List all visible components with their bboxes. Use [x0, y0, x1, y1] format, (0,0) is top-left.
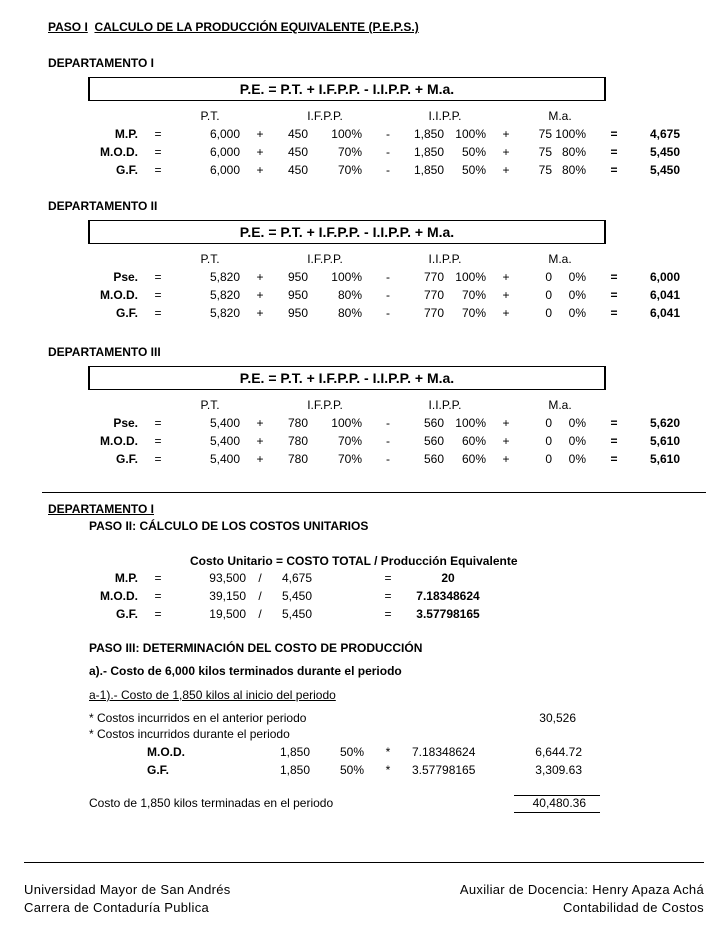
section-divider — [42, 492, 706, 493]
value-ma-pct: 0% — [568, 452, 586, 466]
total-cost-value: 40,480.36 — [532, 796, 586, 810]
value-ifpp: 780 — [288, 434, 309, 448]
equals-sign: = — [610, 306, 618, 320]
equals-sign: = — [384, 607, 392, 621]
unit-cost-value: 20 — [441, 571, 455, 585]
value-ma-pct: 0% — [568, 306, 586, 320]
equivalent-production-result: 5,620 — [649, 416, 680, 430]
plus-sign: + — [256, 434, 264, 448]
equivalent-production-result: 5,450 — [649, 163, 680, 177]
unit-cost-value: 3.57798165 — [416, 607, 480, 621]
value-ma: 75 — [538, 127, 552, 141]
paso1-heading — [48, 20, 419, 34]
cost-item-unit: 7.18348624 — [412, 745, 476, 759]
value-ifpp: 450 — [288, 127, 309, 141]
unit-cost-value: 7.18348624 — [416, 589, 480, 603]
cost-item-qty: 1,850 — [279, 763, 310, 777]
plus-sign: + — [256, 145, 264, 159]
value-iipp: 560 — [423, 416, 444, 430]
equals-sign: = — [610, 434, 618, 448]
value-ifpp: 780 — [288, 416, 309, 430]
value-ifpp: 450 — [288, 163, 309, 177]
footer-university: Universidad Mayor de San Andrés — [24, 882, 231, 897]
equivalent-production-result: 6,041 — [649, 288, 680, 302]
value-pt: 5,820 — [209, 270, 240, 284]
section-a-title: a).- Costo de 6,000 kilos terminados durante el periodo — [89, 664, 402, 678]
value-iipp-pct: 70% — [461, 288, 486, 302]
plus-sign: + — [256, 127, 264, 141]
department-title: DEPARTAMENTO II — [48, 199, 158, 213]
current-period-costs-label: * Costos incurridos durante el periodo — [89, 727, 290, 741]
multiply-sign: * — [385, 763, 391, 777]
plus-sign: + — [502, 452, 510, 466]
plus-sign: + — [256, 163, 264, 177]
total-cost: 93,500 — [209, 571, 246, 585]
paso2-title: PASO II: CÁLCULO DE LOS COSTOS UNITARIOS — [89, 519, 369, 533]
equals-sign: = — [154, 306, 162, 320]
plus-sign: + — [256, 288, 264, 302]
cost-item-unit: 3.57798165 — [412, 763, 476, 777]
value-ma: 0 — [545, 306, 552, 320]
value-ifpp-pct: 100% — [331, 270, 362, 284]
paso1-label: PASO I — [48, 20, 88, 34]
value-ma: 0 — [545, 288, 552, 302]
header-iipp: I.I.P.P. — [428, 109, 462, 123]
equivalent-production: 5,450 — [282, 589, 313, 603]
division-sign: / — [258, 571, 262, 585]
footer-rule — [24, 862, 704, 863]
cost-item-qty: 1,850 — [279, 745, 310, 759]
header-ifpp: I.F.P.P. — [307, 398, 343, 412]
equals-sign: = — [154, 571, 162, 585]
value-iipp-pct: 100% — [455, 127, 486, 141]
plus-sign: + — [256, 452, 264, 466]
total-cost: 19,500 — [209, 607, 246, 621]
value-pt: 5,400 — [209, 416, 240, 430]
equals-sign: = — [154, 270, 162, 284]
value-ifpp: 950 — [288, 306, 309, 320]
equals-sign: = — [384, 589, 392, 603]
plus-sign: + — [502, 434, 510, 448]
header-ifpp: I.F.P.P. — [307, 109, 343, 123]
value-ifpp-pct: 100% — [331, 127, 362, 141]
equals-sign: = — [154, 434, 162, 448]
prior-period-costs-label: * Costos incurridos en el anterior periodo — [89, 711, 307, 725]
value-iipp-pct: 60% — [461, 452, 486, 466]
value-ifpp-pct: 70% — [337, 452, 362, 466]
multiply-sign: * — [385, 745, 391, 759]
value-ifpp: 450 — [288, 145, 309, 159]
row-label: M.O.D. — [100, 288, 138, 302]
equivalent-production: 5,450 — [282, 607, 313, 621]
minus-sign: - — [386, 452, 390, 466]
value-ma-pct: 80% — [561, 145, 586, 159]
minus-sign: - — [386, 434, 390, 448]
value-iipp-pct: 100% — [455, 270, 486, 284]
value-ma: 0 — [545, 416, 552, 430]
plus-sign: + — [502, 288, 510, 302]
value-pt: 6,000 — [209, 127, 240, 141]
row-label: G.F. — [115, 306, 138, 320]
row-label: M.O.D. — [100, 145, 138, 159]
equals-sign: = — [154, 127, 162, 141]
header-ma: M.a. — [548, 109, 572, 123]
footer-career: Carrera de Contaduría Publica — [24, 900, 210, 915]
header-pt: P.T. — [200, 252, 220, 266]
value-ma-pct: 0% — [568, 434, 586, 448]
value-pt: 6,000 — [209, 163, 240, 177]
value-iipp: 560 — [423, 434, 444, 448]
value-pt: 5,400 — [209, 434, 240, 448]
value-iipp-pct: 100% — [455, 416, 486, 430]
unit-row-label: M.O.D. — [100, 589, 138, 603]
total-cost: 39,150 — [209, 589, 246, 603]
cost-item-pct: 50% — [339, 763, 364, 777]
equals-sign: = — [610, 270, 618, 284]
value-pt: 5,400 — [209, 452, 240, 466]
value-ma-pct: 80% — [561, 163, 586, 177]
equivalent-production-result: 6,000 — [649, 270, 680, 284]
value-ma: 75 — [538, 163, 552, 177]
equivalent-production-result: 5,610 — [649, 452, 680, 466]
value-ifpp-pct: 70% — [337, 163, 362, 177]
total-cost-label: Costo de 1,850 kilos terminadas en el periodo — [89, 796, 334, 810]
equals-sign: = — [154, 163, 162, 177]
plus-sign: + — [502, 127, 510, 141]
equals-sign: = — [154, 607, 162, 621]
department-title: DEPARTAMENTO III — [48, 345, 161, 359]
equals-sign: = — [610, 288, 618, 302]
row-label: M.P. — [114, 127, 138, 141]
section2-dept-title: DEPARTAMENTO I — [48, 502, 155, 516]
value-ifpp: 950 — [288, 270, 309, 284]
equals-sign: = — [610, 163, 618, 177]
value-ma: 0 — [545, 270, 552, 284]
value-iipp: 770 — [423, 306, 444, 320]
plus-sign: + — [256, 270, 264, 284]
value-iipp: 560 — [423, 452, 444, 466]
cost-item-pct: 50% — [339, 745, 364, 759]
equals-sign: = — [154, 589, 162, 603]
minus-sign: - — [386, 416, 390, 430]
unit-row-label: M.P. — [114, 571, 138, 585]
equivalent-production-result: 5,450 — [649, 145, 680, 159]
cost-item-label: G.F. — [147, 763, 170, 777]
header-pt: P.T. — [200, 109, 220, 123]
value-pt: 6,000 — [209, 145, 240, 159]
value-iipp-pct: 50% — [461, 145, 486, 159]
equals-sign: = — [154, 288, 162, 302]
department-title: DEPARTAMENTO I — [48, 56, 155, 70]
cost-item-value: 6,644.72 — [535, 745, 582, 759]
header-ma: M.a. — [548, 252, 572, 266]
plus-sign: + — [502, 306, 510, 320]
value-ifpp-pct: 80% — [337, 306, 362, 320]
row-label: Pse. — [113, 416, 138, 430]
value-iipp-pct: 50% — [461, 163, 486, 177]
value-iipp: 770 — [423, 270, 444, 284]
equivalent-production-formula: P.E. = P.T. + I.F.P.P. - I.I.P.P. + M.a. — [88, 366, 606, 390]
plus-sign: + — [502, 145, 510, 159]
value-ma-pct: 0% — [568, 416, 586, 430]
equals-sign: = — [154, 145, 162, 159]
minus-sign: - — [386, 270, 390, 284]
division-sign: / — [258, 589, 262, 603]
prior-period-costs-value: 30,526 — [539, 711, 576, 725]
cost-item-value: 3,309.63 — [535, 763, 582, 777]
value-ma-pct: 100% — [555, 127, 586, 141]
value-iipp: 1,850 — [413, 127, 444, 141]
value-ifpp: 780 — [288, 452, 309, 466]
equals-sign: = — [610, 416, 618, 430]
equals-sign: = — [384, 571, 392, 585]
value-iipp-pct: 60% — [461, 434, 486, 448]
equals-sign: = — [154, 416, 162, 430]
value-ifpp-pct: 70% — [337, 145, 362, 159]
header-ifpp: I.F.P.P. — [307, 252, 343, 266]
value-ma: 0 — [545, 452, 552, 466]
value-ifpp-pct: 100% — [331, 416, 362, 430]
unit-cost-formula: Costo Unitario = COSTO TOTAL / Producción Equivalente — [190, 554, 518, 568]
total-bottom-rule — [514, 812, 600, 813]
value-ma-pct: 0% — [568, 288, 586, 302]
row-label: G.F. — [115, 163, 138, 177]
value-iipp: 1,850 — [413, 163, 444, 177]
row-label: G.F. — [115, 452, 138, 466]
value-iipp-pct: 70% — [461, 306, 486, 320]
header-ma: M.a. — [548, 398, 572, 412]
value-ma: 75 — [538, 145, 552, 159]
value-pt: 5,820 — [209, 306, 240, 320]
section-a1-title: a-1).- Costo de 1,850 kilos al inicio del periodo — [89, 688, 336, 702]
footer-instructor: Auxiliar de Docencia: Henry Apaza Achá — [459, 882, 704, 897]
minus-sign: - — [386, 145, 390, 159]
equals-sign: = — [154, 452, 162, 466]
row-label: Pse. — [113, 270, 138, 284]
paso3-title: PASO III: DETERMINACIÓN DEL COSTO DE PRODUCCIÓN — [89, 641, 423, 655]
value-ifpp-pct: 80% — [337, 288, 362, 302]
header-iipp: I.I.P.P. — [428, 252, 462, 266]
equivalent-production-result: 4,675 — [649, 127, 680, 141]
division-sign: / — [258, 607, 262, 621]
header-iipp: I.I.P.P. — [428, 398, 462, 412]
value-ifpp: 950 — [288, 288, 309, 302]
equivalent-production-formula: P.E. = P.T. + I.F.P.P. - I.I.P.P. + M.a. — [88, 220, 606, 244]
equals-sign: = — [610, 127, 618, 141]
plus-sign: + — [502, 163, 510, 177]
cost-item-label: M.O.D. — [147, 745, 185, 759]
header-pt: P.T. — [200, 398, 220, 412]
equivalent-production-result: 5,610 — [649, 434, 680, 448]
equivalent-production-result: 6,041 — [649, 306, 680, 320]
equals-sign: = — [610, 145, 618, 159]
plus-sign: + — [256, 416, 264, 430]
equivalent-production: 4,675 — [282, 571, 313, 585]
plus-sign: + — [502, 270, 510, 284]
row-label: M.O.D. — [100, 434, 138, 448]
footer-subject: Contabilidad de Costos — [562, 900, 704, 915]
value-iipp: 770 — [423, 288, 444, 302]
plus-sign: + — [256, 306, 264, 320]
value-iipp: 1,850 — [413, 145, 444, 159]
minus-sign: - — [386, 163, 390, 177]
value-ma-pct: 0% — [568, 270, 586, 284]
unit-row-label: G.F. — [115, 607, 138, 621]
minus-sign: - — [386, 127, 390, 141]
equals-sign: = — [610, 452, 618, 466]
minus-sign: - — [386, 306, 390, 320]
plus-sign: + — [502, 416, 510, 430]
value-pt: 5,820 — [209, 288, 240, 302]
minus-sign: - — [386, 288, 390, 302]
value-ma: 0 — [545, 434, 552, 448]
paso1-title: CALCULO DE LA PRODUCCIÓN EQUIVALENTE (P.E.P.S.) — [94, 20, 419, 34]
value-ifpp-pct: 70% — [337, 434, 362, 448]
equivalent-production-formula: P.E. = P.T. + I.F.P.P. - I.I.P.P. + M.a. — [88, 77, 606, 101]
